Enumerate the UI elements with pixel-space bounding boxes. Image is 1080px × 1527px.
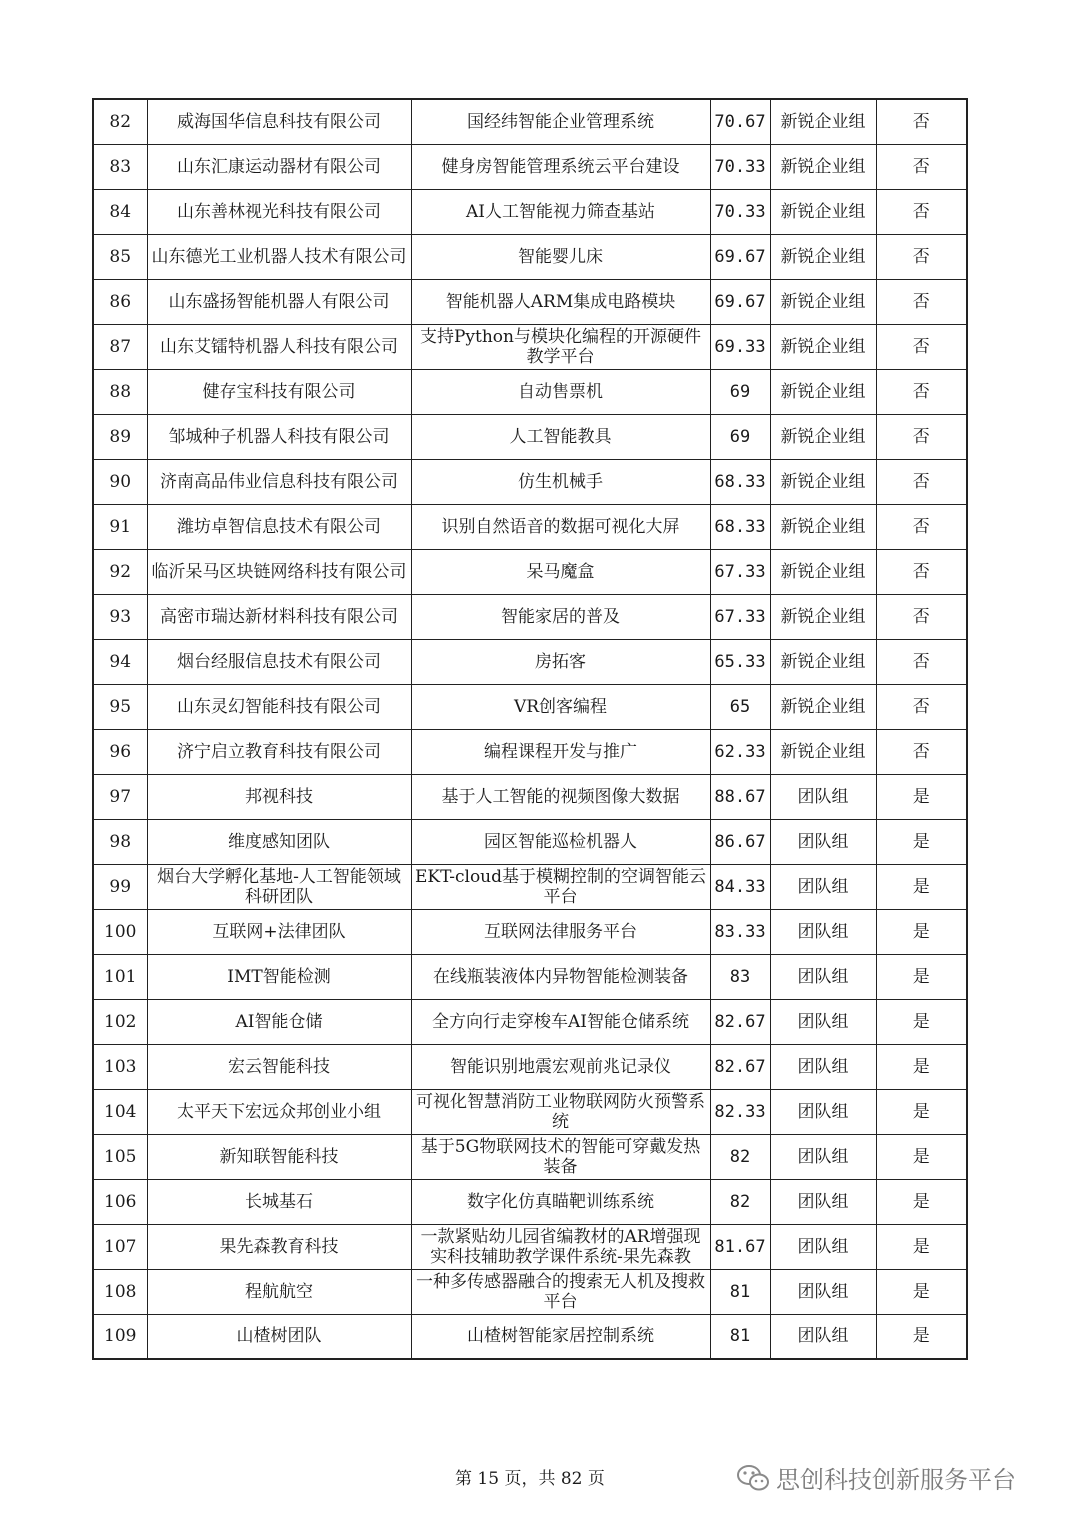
company-name-cell: 健存宝科技有限公司 [147, 369, 411, 414]
score-cell: 69.67 [710, 234, 770, 279]
row-number-cell: 98 [93, 819, 147, 864]
project-name-cell: 基于人工智能的视频图像大数据 [411, 774, 710, 819]
table-row [93, 504, 967, 549]
table-row [93, 234, 967, 279]
advance-flag-cell: 否 [876, 594, 967, 639]
group-cell: 团队组 [770, 1224, 876, 1269]
advance-flag-cell: 是 [876, 909, 967, 954]
row-number-cell: 108 [93, 1269, 147, 1314]
group-cell: 新锐企业组 [770, 729, 876, 774]
row-number-cell: 92 [93, 549, 147, 594]
company-name-cell: 邹城种子机器人科技有限公司 [147, 414, 411, 459]
company-name-cell: 山东灵幻智能科技有限公司 [147, 684, 411, 729]
project-name-cell: 基于5G物联网技术的智能可穿戴发热装备 [411, 1134, 710, 1179]
project-name-cell: AI人工智能视力筛查基站 [411, 189, 710, 234]
score-cell: 83 [710, 954, 770, 999]
table-row [93, 1134, 967, 1179]
score-cell: 82.67 [710, 999, 770, 1044]
project-name-cell: 数字化仿真瞄靶训练系统 [411, 1179, 710, 1224]
project-name-cell: 呆马魔盒 [411, 549, 710, 594]
advance-flag-cell: 否 [876, 234, 967, 279]
group-cell: 新锐企业组 [770, 504, 876, 549]
group-cell: 新锐企业组 [770, 549, 876, 594]
company-name-cell: 山东善林视光科技有限公司 [147, 189, 411, 234]
row-number-cell: 94 [93, 639, 147, 684]
advance-flag-cell: 否 [876, 414, 967, 459]
project-name-cell: EKT-cloud基于模糊控制的空调智能云平台 [411, 864, 710, 909]
project-name-cell: 智能家居的普及 [411, 594, 710, 639]
group-cell: 团队组 [770, 774, 876, 819]
project-name-cell: 全方向行走穿梭车AI智能仓储系统 [411, 999, 710, 1044]
group-cell: 新锐企业组 [770, 234, 876, 279]
score-cell: 70.67 [710, 99, 770, 144]
row-number-cell: 89 [93, 414, 147, 459]
row-number-cell: 103 [93, 1044, 147, 1089]
score-cell: 81 [710, 1314, 770, 1359]
score-cell: 69 [710, 414, 770, 459]
advance-flag-cell: 是 [876, 819, 967, 864]
project-name-cell: 园区智能巡检机器人 [411, 819, 710, 864]
watermark-text: 思创科技创新服务平台 [776, 1466, 1016, 1494]
score-cell: 81 [710, 1269, 770, 1314]
table-row [93, 1314, 967, 1359]
company-name-cell: 威海国华信息科技有限公司 [147, 99, 411, 144]
company-name-cell: 济南高品伟业信息科技有限公司 [147, 459, 411, 504]
company-name-cell: 山东德光工业机器人技术有限公司 [147, 234, 411, 279]
group-cell: 新锐企业组 [770, 594, 876, 639]
advance-flag-cell: 否 [876, 549, 967, 594]
score-cell: 69.67 [710, 279, 770, 324]
group-cell: 团队组 [770, 909, 876, 954]
row-number-cell: 101 [93, 954, 147, 999]
advance-flag-cell: 否 [876, 144, 967, 189]
company-name-cell: 山楂树团队 [147, 1314, 411, 1359]
advance-flag-cell: 是 [876, 1269, 967, 1314]
table-row [93, 1044, 967, 1089]
table-row [93, 594, 967, 639]
row-number-cell: 97 [93, 774, 147, 819]
row-number-cell: 87 [93, 324, 147, 369]
table-row [93, 459, 967, 504]
project-name-cell: 自动售票机 [411, 369, 710, 414]
advance-flag-cell: 是 [876, 1179, 967, 1224]
page-number: 第 15 页，共 82 页 [455, 1469, 605, 1489]
advance-flag-cell: 是 [876, 1224, 967, 1269]
company-name-cell: 维度感知团队 [147, 819, 411, 864]
score-cell: 62.33 [710, 729, 770, 774]
group-cell: 新锐企业组 [770, 639, 876, 684]
row-number-cell: 99 [93, 864, 147, 909]
table-row [93, 954, 967, 999]
score-cell: 67.33 [710, 594, 770, 639]
company-name-cell: 宏云智能科技 [147, 1044, 411, 1089]
table-row [93, 684, 967, 729]
project-name-cell: 智能识别地震宏观前兆记录仪 [411, 1044, 710, 1089]
row-number-cell: 82 [93, 99, 147, 144]
company-name-cell: 互联网+法律团队 [147, 909, 411, 954]
group-cell: 新锐企业组 [770, 459, 876, 504]
advance-flag-cell: 否 [876, 189, 967, 234]
score-cell: 69.33 [710, 324, 770, 369]
table-row [93, 819, 967, 864]
row-number-cell: 85 [93, 234, 147, 279]
project-name-cell: 互联网法律服务平台 [411, 909, 710, 954]
row-number-cell: 90 [93, 459, 147, 504]
group-cell: 团队组 [770, 1269, 876, 1314]
project-name-cell: 可视化智慧消防工业物联网防火预警系统 [411, 1089, 710, 1134]
score-cell: 65 [710, 684, 770, 729]
advance-flag-cell: 否 [876, 279, 967, 324]
score-cell: 82 [710, 1134, 770, 1179]
advance-flag-cell: 否 [876, 729, 967, 774]
score-cell: 70.33 [710, 189, 770, 234]
row-number-cell: 106 [93, 1179, 147, 1224]
project-name-cell: 房拓客 [411, 639, 710, 684]
company-name-cell: 潍坊卓智信息技术有限公司 [147, 504, 411, 549]
score-cell: 70.33 [710, 144, 770, 189]
row-number-cell: 95 [93, 684, 147, 729]
table-row [93, 414, 967, 459]
company-name-cell: 程航航空 [147, 1269, 411, 1314]
score-cell: 82 [710, 1179, 770, 1224]
group-cell: 新锐企业组 [770, 369, 876, 414]
project-name-cell: 人工智能教具 [411, 414, 710, 459]
company-name-cell: 烟台经服信息技术有限公司 [147, 639, 411, 684]
table-row [93, 1179, 967, 1224]
project-name-cell: 识别自然语音的数据可视化大屏 [411, 504, 710, 549]
company-name-cell: 山东艾镭特机器人科技有限公司 [147, 324, 411, 369]
group-cell: 新锐企业组 [770, 99, 876, 144]
row-number-cell: 102 [93, 999, 147, 1044]
group-cell: 团队组 [770, 819, 876, 864]
row-number-cell: 104 [93, 1089, 147, 1134]
project-name-cell: 国经纬智能企业管理系统 [411, 99, 710, 144]
advance-flag-cell: 是 [876, 999, 967, 1044]
group-cell: 团队组 [770, 1134, 876, 1179]
company-name-cell: 山东汇康运动器材有限公司 [147, 144, 411, 189]
group-cell: 团队组 [770, 999, 876, 1044]
row-number-cell: 100 [93, 909, 147, 954]
group-cell: 新锐企业组 [770, 414, 876, 459]
score-cell: 81.67 [710, 1224, 770, 1269]
advance-flag-cell: 否 [876, 639, 967, 684]
score-cell: 68.33 [710, 459, 770, 504]
project-name-cell: 智能机器人ARM集成电路模块 [411, 279, 710, 324]
watermark [736, 1460, 1016, 1495]
company-name-cell: 山东盛扬智能机器人有限公司 [147, 279, 411, 324]
group-cell: 新锐企业组 [770, 684, 876, 729]
project-name-cell: 在线瓶装液体内异物智能检测装备 [411, 954, 710, 999]
group-cell: 新锐企业组 [770, 144, 876, 189]
group-cell: 团队组 [770, 954, 876, 999]
score-cell: 86.67 [710, 819, 770, 864]
company-name-cell: AI智能仓储 [147, 999, 411, 1044]
table-row [93, 774, 967, 819]
score-cell: 82.67 [710, 1044, 770, 1089]
advance-flag-cell: 否 [876, 324, 967, 369]
table-row [93, 144, 967, 189]
score-cell: 67.33 [710, 549, 770, 594]
score-cell: 84.33 [710, 864, 770, 909]
table-row [93, 1269, 967, 1314]
advance-flag-cell: 是 [876, 1044, 967, 1089]
score-cell: 68.33 [710, 504, 770, 549]
table-row [93, 369, 967, 414]
project-name-cell: 智能婴儿床 [411, 234, 710, 279]
advance-flag-cell: 否 [876, 459, 967, 504]
score-cell: 82.33 [710, 1089, 770, 1134]
project-name-cell: 编程课程开发与推广 [411, 729, 710, 774]
advance-flag-cell: 否 [876, 504, 967, 549]
company-name-cell: 新知联智能科技 [147, 1134, 411, 1179]
row-number-cell: 93 [93, 594, 147, 639]
score-cell: 65.33 [710, 639, 770, 684]
advance-flag-cell: 否 [876, 99, 967, 144]
score-cell: 69 [710, 369, 770, 414]
table-row [93, 549, 967, 594]
table-row [93, 909, 967, 954]
company-name-cell: 果先森教育科技 [147, 1224, 411, 1269]
table-row [93, 639, 967, 684]
company-name-cell: 太平天下宏远众邦创业小组 [147, 1089, 411, 1134]
table-row [93, 279, 967, 324]
row-number-cell: 107 [93, 1224, 147, 1269]
company-name-cell: 邦视科技 [147, 774, 411, 819]
table-row [93, 864, 967, 909]
table-row [93, 1224, 967, 1269]
score-cell: 88.67 [710, 774, 770, 819]
table-row [93, 729, 967, 774]
company-name-cell: 济宁启立教育科技有限公司 [147, 729, 411, 774]
row-number-cell: 91 [93, 504, 147, 549]
group-cell: 团队组 [770, 1179, 876, 1224]
table-row [93, 324, 967, 369]
company-name-cell: 长城基石 [147, 1179, 411, 1224]
group-cell: 新锐企业组 [770, 324, 876, 369]
table-row [93, 999, 967, 1044]
company-name-cell: 临沂呆马区块链网络科技有限公司 [147, 549, 411, 594]
score-cell: 83.33 [710, 909, 770, 954]
group-cell: 团队组 [770, 1089, 876, 1134]
wechat-icon [736, 1464, 770, 1492]
company-name-cell: 高密市瑞达新材料科技有限公司 [147, 594, 411, 639]
row-number-cell: 86 [93, 279, 147, 324]
table-row [93, 189, 967, 234]
project-name-cell: 一种多传感器融合的搜索无人机及搜救平台 [411, 1269, 710, 1314]
project-name-cell: VR创客编程 [411, 684, 710, 729]
project-name-cell: 健身房智能管理系统云平台建设 [411, 144, 710, 189]
results-table [92, 98, 968, 1360]
group-cell: 新锐企业组 [770, 189, 876, 234]
group-cell: 团队组 [770, 1314, 876, 1359]
company-name-cell: 烟台大学孵化基地-人工智能领域科研团队 [147, 864, 411, 909]
group-cell: 团队组 [770, 1044, 876, 1089]
group-cell: 团队组 [770, 864, 876, 909]
project-name-cell: 支持Python与模块化编程的开源硬件教学平台 [411, 324, 710, 369]
table-row [93, 99, 967, 144]
advance-flag-cell: 是 [876, 954, 967, 999]
row-number-cell: 83 [93, 144, 147, 189]
row-number-cell: 109 [93, 1314, 147, 1359]
row-number-cell: 96 [93, 729, 147, 774]
group-cell: 新锐企业组 [770, 279, 876, 324]
company-name-cell: IMT智能检测 [147, 954, 411, 999]
advance-flag-cell: 是 [876, 1134, 967, 1179]
project-name-cell: 一款紧贴幼儿园省编教材的AR增强现实科技辅助教学课件系统-果先森教 [411, 1224, 710, 1269]
advance-flag-cell: 否 [876, 369, 967, 414]
project-name-cell: 山楂树智能家居控制系统 [411, 1314, 710, 1359]
table-row [93, 1089, 967, 1134]
advance-flag-cell: 是 [876, 1314, 967, 1359]
row-number-cell: 88 [93, 369, 147, 414]
table-body [93, 99, 967, 1359]
advance-flag-cell: 是 [876, 1089, 967, 1134]
row-number-cell: 105 [93, 1134, 147, 1179]
project-name-cell: 仿生机械手 [411, 459, 710, 504]
advance-flag-cell: 是 [876, 774, 967, 819]
row-number-cell: 84 [93, 189, 147, 234]
advance-flag-cell: 是 [876, 864, 967, 909]
advance-flag-cell: 否 [876, 684, 967, 729]
